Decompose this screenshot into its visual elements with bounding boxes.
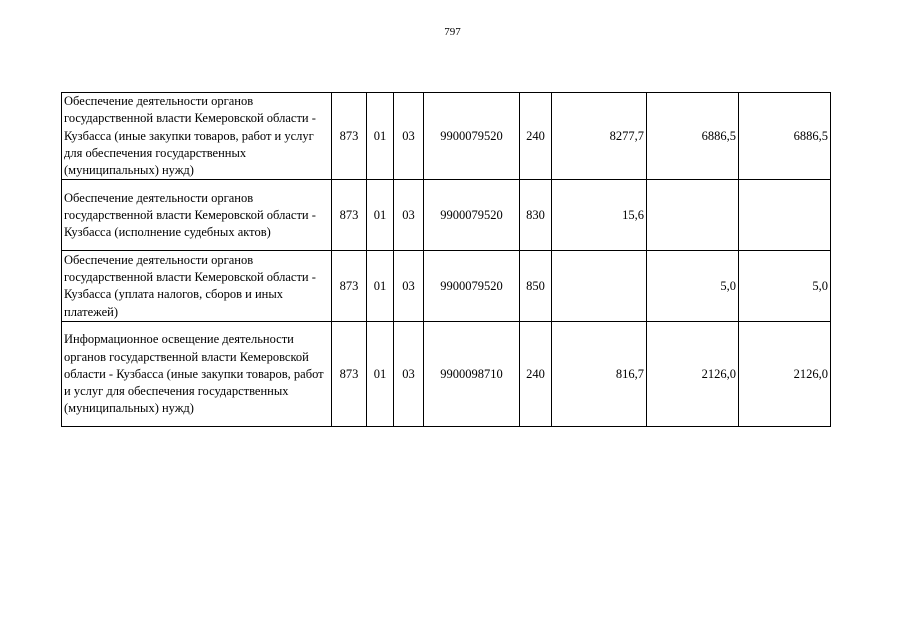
- budget-table: [61, 92, 831, 427]
- cell-grbs-code: 873: [332, 251, 367, 322]
- cell-expense-type: 240: [520, 93, 552, 180]
- cell-grbs-code: 873: [332, 93, 367, 180]
- cell-section-code: 01: [367, 93, 394, 180]
- cell-target-article: 9900079520: [424, 180, 520, 251]
- cell-subsection-code: 03: [394, 322, 424, 427]
- cell-sum-2: 5,0: [647, 251, 739, 322]
- cell-sum-2: 6886,5: [647, 93, 739, 180]
- cell-section-code: 01: [367, 251, 394, 322]
- cell-expense-type: 240: [520, 322, 552, 427]
- cell-subsection-code: 03: [394, 251, 424, 322]
- cell-name: Обеспечение деятельности органов государственной власти Кемеровской области - Кузбасса (исполнение судебных актов): [62, 180, 332, 251]
- cell-sum-2: [647, 180, 739, 251]
- cell-target-article: 9900079520: [424, 251, 520, 322]
- cell-grbs-code: 873: [332, 180, 367, 251]
- cell-subsection-code: 03: [394, 93, 424, 180]
- cell-sum-3: [739, 180, 831, 251]
- cell-name: Обеспечение деятельности органов государственной власти Кемеровской области - Кузбасса (иные закупки товаров, работ и услуг для обеспечения государственных (муниципальных) нужд): [62, 93, 332, 180]
- table-row: [62, 93, 831, 180]
- cell-sum-3: 6886,5: [739, 93, 831, 180]
- cell-subsection-code: 03: [394, 180, 424, 251]
- cell-target-article: 9900079520: [424, 93, 520, 180]
- cell-section-code: 01: [367, 322, 394, 427]
- cell-name: Информационное освещение деятельности органов государственной власти Кемеровской области - Кузбасса (иные закупки товаров, работ и услуг для обеспечения государственных (муниципальных) нужд): [62, 322, 332, 427]
- table-row: [62, 251, 831, 322]
- page-number: 797: [444, 26, 461, 38]
- table-row: [62, 322, 831, 427]
- cell-sum-1: 15,6: [552, 180, 647, 251]
- cell-target-article: 9900098710: [424, 322, 520, 427]
- cell-expense-type: 830: [520, 180, 552, 251]
- cell-name: Обеспечение деятельности органов государственной власти Кемеровской области - Кузбасса (уплата налогов, сборов и иных платежей): [62, 251, 332, 322]
- cell-sum-2: 2126,0: [647, 322, 739, 427]
- cell-expense-type: 850: [520, 251, 552, 322]
- cell-sum-1: 816,7: [552, 322, 647, 427]
- cell-sum-3: 2126,0: [739, 322, 831, 427]
- cell-sum-1: [552, 251, 647, 322]
- cell-section-code: 01: [367, 180, 394, 251]
- table-row: [62, 180, 831, 251]
- cell-sum-3: 5,0: [739, 251, 831, 322]
- cell-sum-1: 8277,7: [552, 93, 647, 180]
- cell-grbs-code: 873: [332, 322, 367, 427]
